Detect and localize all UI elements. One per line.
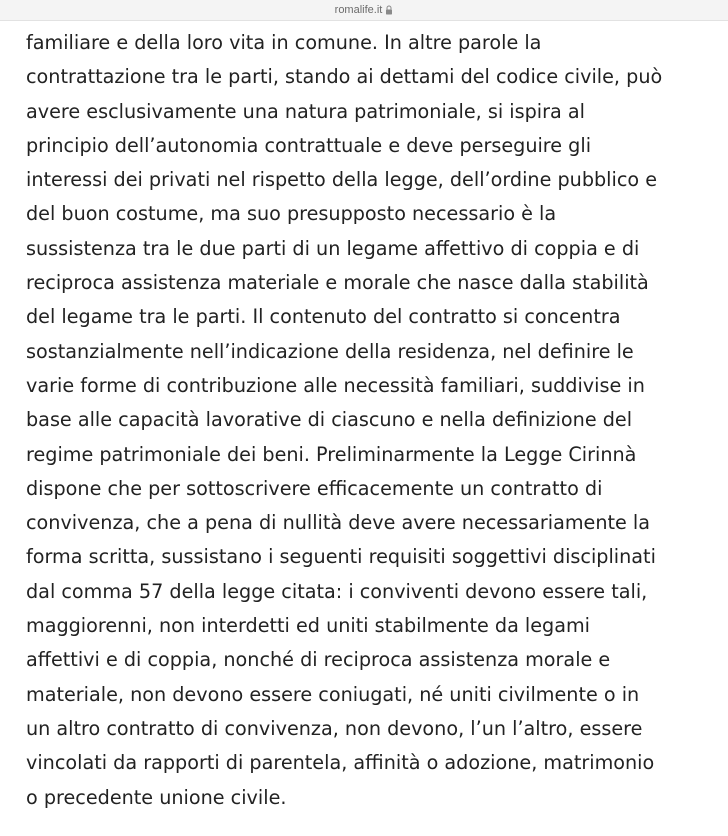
text-line: dispone che per sottoscrivere efficacemente un contratto di (26, 476, 603, 500)
text-line: o precedente unione civile. (26, 785, 287, 809)
text-line: varie forme di contribuzione alle necessità familiari, suddivise in (26, 373, 645, 397)
url-text[interactable]: romalife.it (334, 4, 383, 16)
text-line: materiale, non devono essere coniugati, né uniti civilmente o in (26, 682, 640, 706)
text-line: regime patrimoniale dei beni. Preliminarmente la Legge Cirinnà (26, 442, 637, 466)
address-bar[interactable] (0, 0, 728, 21)
text-line: principio dell’autonomia contrattuale e deve perseguire gli (26, 133, 592, 157)
text-line: del buon costume, ma suo presupposto necessario è la (26, 202, 557, 226)
text-line: reciproca assistenza materiale e morale che nasce dalla stabilità (26, 271, 649, 295)
text-line: un altro contratto di convivenza, non devono, l’un l’altro, essere (26, 716, 643, 740)
text-line: sussistenza tra le due parti di un legame affettivo di coppia e di (26, 236, 640, 260)
text-line: avere esclusivamente una natura patrimoniale, si ispira al (26, 99, 585, 123)
text-line: vincolati da rapporti di parentela, affinità o adozione, matrimonio (26, 751, 655, 775)
text-line: familiare e della loro vita in comune. In altre parole la (26, 31, 542, 54)
text-line: base alle capacità lavorative di ciascuno e nella definizione del (26, 408, 633, 432)
article-body (26, 26, 716, 815)
text-line: convivenza, che a pena di nullità deve avere necessariamente la (26, 511, 651, 535)
text-line: dal comma 57 della legge citata: i conviventi devono essere tali, (26, 579, 648, 603)
text-line: interessi dei privati nel rispetto della legge, dell’ordine pubblico e (26, 168, 658, 192)
text-line: forma scritta, sussistano i seguenti requisiti soggettivi disciplinati (26, 545, 656, 569)
text-line: del legame tra le parti. Il contenuto del contratto si concentra (26, 305, 621, 329)
lock-icon (385, 5, 393, 15)
text-line: affettivi e di coppia, nonché di reciproca assistenza morale e (26, 648, 611, 672)
text-line: maggiorenni, non interdetti ed uniti stabilmente da legami (26, 614, 591, 638)
text-line: sostanzialmente nell’indicazione della residenza, nel definire le (26, 339, 634, 363)
text-line: contrattazione tra le parti, stando ai dettami del codice civile, può (26, 65, 663, 89)
